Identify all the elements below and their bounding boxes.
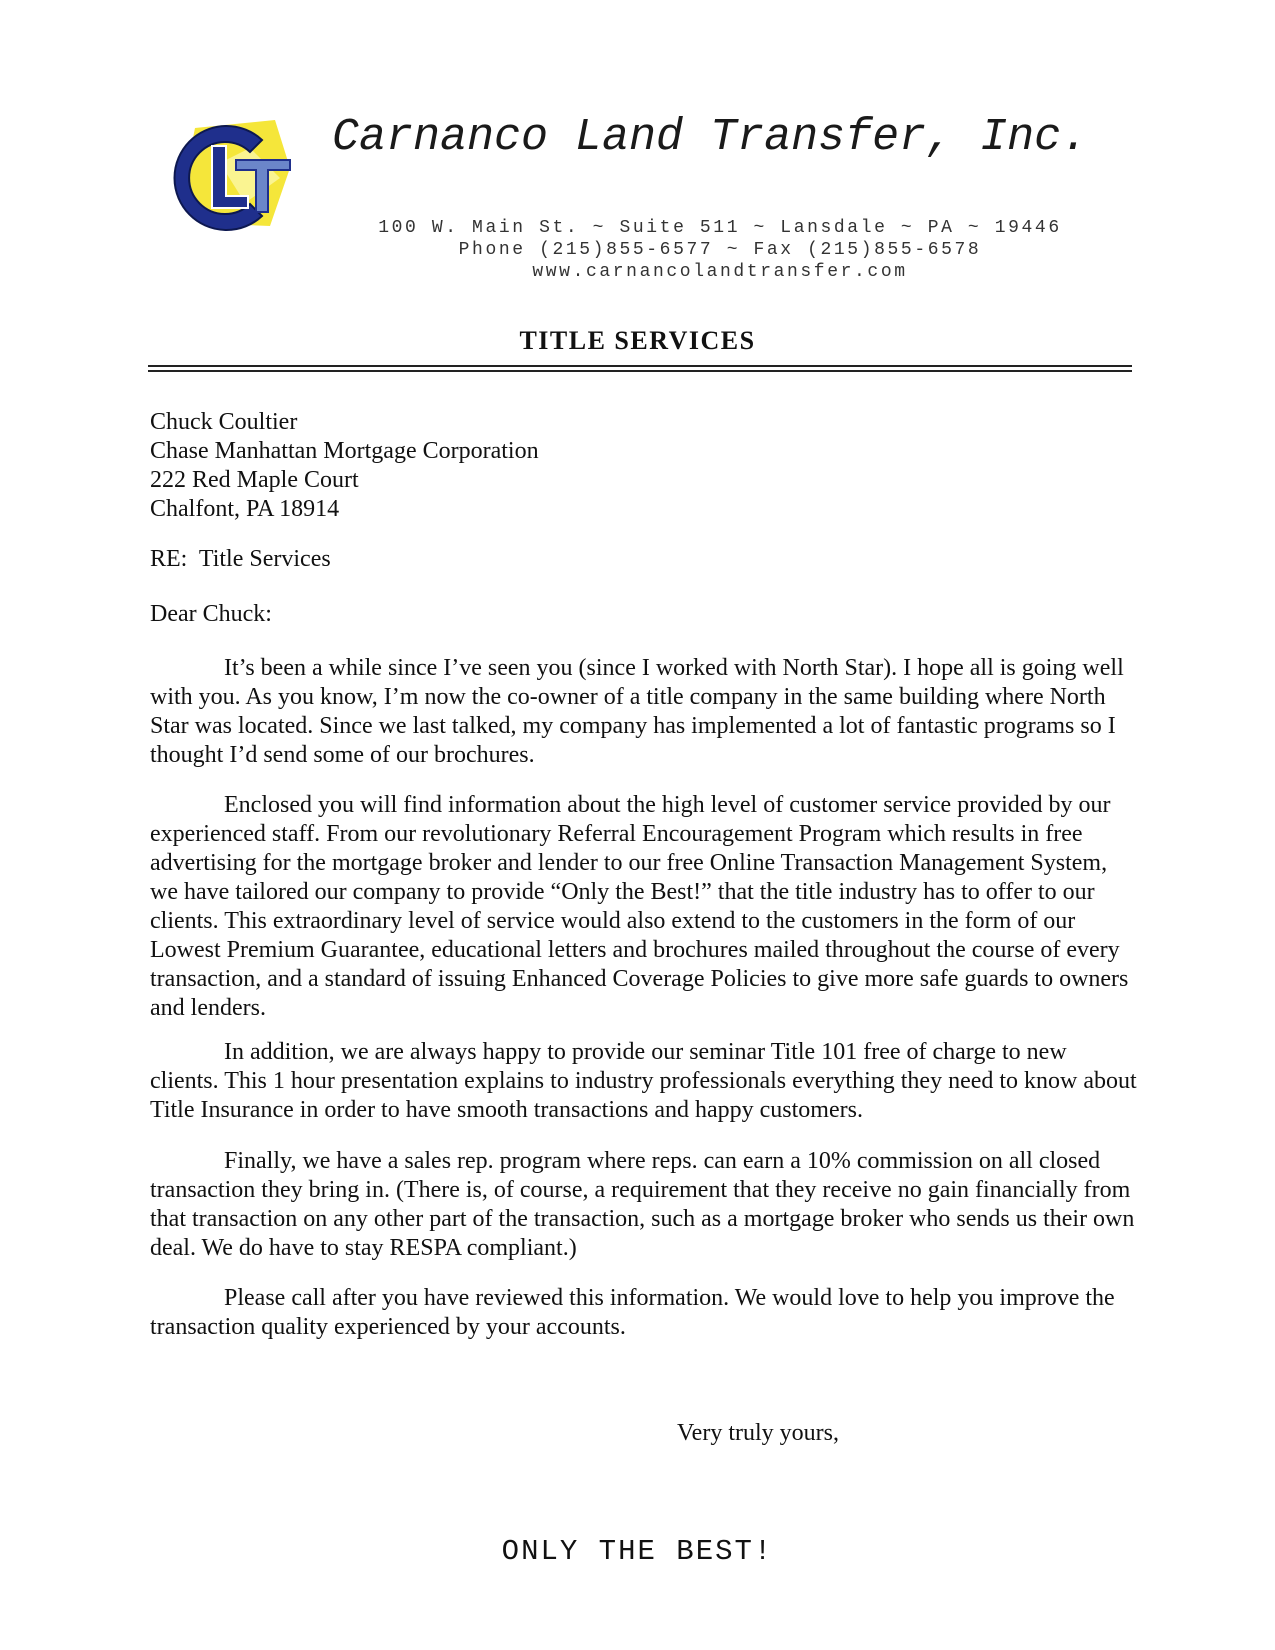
company-logo [150,108,310,238]
salutation: Dear Chuck: [150,601,272,627]
company-logo-graphic [150,108,310,238]
recipient-street: 222 Red Maple Court [150,467,359,493]
company-name: Carnanco Land Transfer, Inc. [332,112,1089,163]
recipient-city-state-zip: Chalfont, PA 18914 [150,496,340,522]
company-phone-fax: Phone (215)855-6577 ~ Fax (215)855-6578 [458,240,982,260]
header-divider-top [148,365,1132,367]
footer-motto: ONLY THE BEST! [501,1535,774,1568]
body-paragraph: Enclosed you will find information about the high level of customer service provided by our experienced staff. From our revolutionary Referral Encouragement Program which results in free advertising for the mortgage broker and lender to our free Online Transaction Management System, we have tailored our company to provide “Only the Best!” that the title industry has to offer to our clients. This extraordinary level of service would also extend to the customers in the form of our Lowest Premium Guarantee, educational letters and brochures mailed throughout the course of every transaction, and a standard of issuing Enhanced Coverage Policies to give more safe guards to owners and lenders. [150,792,1129,1021]
recipient-company: Chase Manhattan Mortgage Corporation [150,438,539,464]
body-paragraph: It’s been a while since I’ve seen you (since I worked with North Star). I hope all is going well with you. As you know, I’m now the co-owner of a title company in the same building where North Star was located. Since we last talked, my company has implemented a lot of fantastic programs so I thought I’d send some of our brochures. [150,655,1124,768]
subject-line: RE: Title Services [150,546,331,572]
recipient-name: Chuck Coultier [150,409,298,435]
body-paragraph: Finally, we have a sales rep. program where reps. can earn a 10% commission on all closed transaction they bring in. (There is, of course, a requirement that they receive no gain financially from that transaction on any other part of the transaction, such as a mortgage broker who sends us their own deal. We do have to stay RESPA compliant.) [150,1148,1135,1261]
header-divider-bottom [148,370,1132,372]
body-paragraph: Please call after you have reviewed this information. We would love to help you improve the transaction quality experienced by your accounts. [150,1285,1115,1340]
company-address: 100 W. Main St. ~ Suite 511 ~ Lansdale ~ PA ~ 19446 [378,218,1062,238]
closing-line: Very truly yours, [677,1420,839,1446]
body-paragraph: In addition, we are always happy to provide our seminar Title 101 free of charge to new clients. This 1 hour presentation explains to industry professionals everything they need to know about Title Insurance in order to have smooth transactions and happy customers. [150,1039,1137,1123]
document-title: TITLE SERVICES [519,326,756,355]
recipient-address-block [150,408,1140,524]
company-website: www.carnancolandtransfer.com [532,262,908,282]
